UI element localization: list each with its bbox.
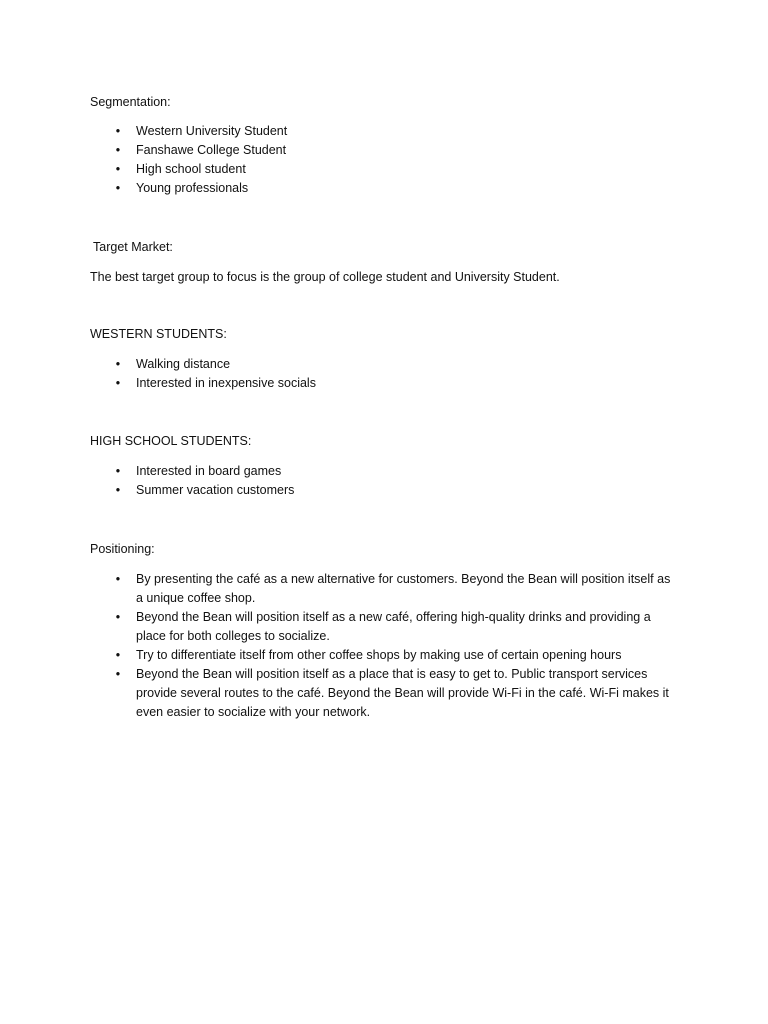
bullet-icon: • bbox=[115, 483, 121, 497]
positioning-heading: Positioning: bbox=[90, 542, 155, 556]
target-market-text: The best target group to focus is the group of college student and University Student. bbox=[90, 270, 560, 284]
list-item: • By presenting the café as a new alternative for customers. Beyond the Bean will position itself as a unique coffee shop. bbox=[0, 570, 676, 608]
list-item: • Western University Student bbox=[0, 122, 768, 141]
bullet-icon: • bbox=[115, 464, 121, 478]
list-item: • Fanshawe College Student bbox=[0, 141, 768, 160]
bullet-icon: • bbox=[115, 572, 121, 586]
western-students-heading: WESTERN STUDENTS: bbox=[90, 327, 227, 341]
list-item: • Summer vacation customers bbox=[0, 481, 768, 500]
list-item: • High school student bbox=[0, 160, 768, 179]
list-item: • Beyond the Bean will position itself as a place that is easy to get to. Public transport services provide several routes to the café. Beyond the Bean will provide Wi-Fi in the café. Wi-Fi makes it even easier to socialize with your network. bbox=[0, 665, 676, 722]
bullet-icon: • bbox=[115, 124, 121, 138]
list-item: • Beyond the Bean will position itself as a new café, offering high-quality drinks and providing a place for both colleges to socialize. bbox=[0, 608, 676, 646]
list-item: • Interested in inexpensive socials bbox=[0, 374, 768, 393]
target-market-heading: Target Market: bbox=[93, 240, 173, 254]
bullet-icon: • bbox=[115, 162, 121, 176]
bullet-icon: • bbox=[115, 376, 121, 390]
high-school-students-heading: HIGH SCHOOL STUDENTS: bbox=[90, 434, 252, 448]
list-item: • Young professionals bbox=[0, 179, 768, 198]
list-item: • Interested in board games bbox=[0, 462, 768, 481]
bullet-icon: • bbox=[115, 648, 121, 662]
segmentation-heading: Segmentation: bbox=[90, 95, 171, 109]
high-school-students-list bbox=[0, 462, 768, 500]
bullet-icon: • bbox=[115, 143, 121, 157]
bullet-icon: • bbox=[115, 610, 121, 624]
bullet-icon: • bbox=[115, 181, 121, 195]
bullet-icon: • bbox=[115, 357, 121, 371]
list-item: • Try to differentiate itself from other coffee shops by making use of certain opening hours bbox=[0, 646, 676, 665]
western-students-list bbox=[0, 355, 768, 393]
list-item: • Walking distance bbox=[0, 355, 768, 374]
positioning-list bbox=[0, 570, 768, 722]
bullet-icon: • bbox=[115, 667, 121, 681]
segmentation-list bbox=[0, 122, 768, 198]
